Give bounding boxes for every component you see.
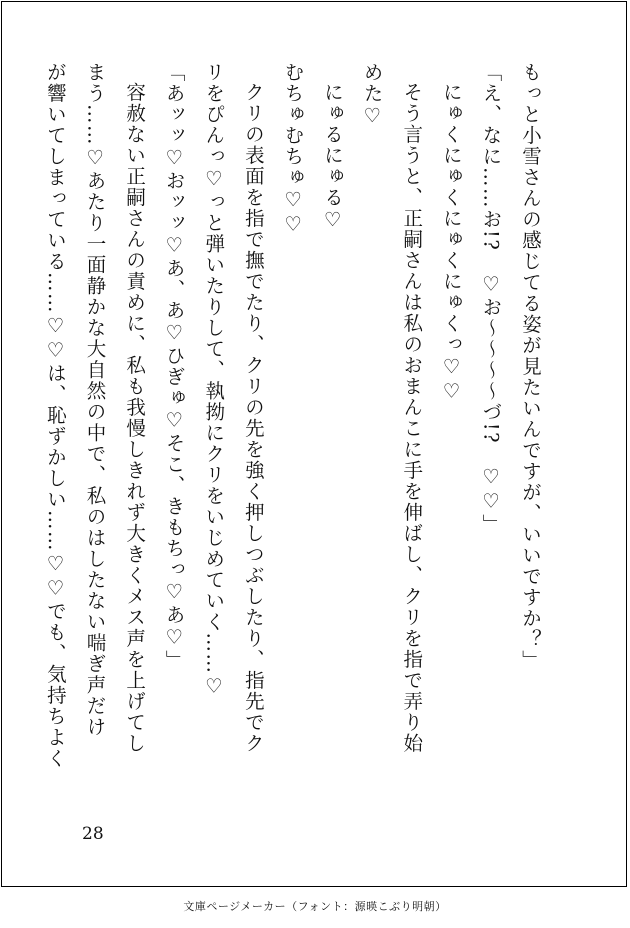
vertical-text-body [43,62,550,802]
text-line-10: 「あッッ♡おッッ♡あ、あ♡ひぎゅ♡そこ、きもちっ♡あ♡」 [162,62,186,671]
text-line-4: そう言うと、正嗣さんは私のおまんこに手を伸ばし、クリを指で弄り始 [400,81,424,754]
text-line-6: にゅるにゅる♡ [321,81,345,232]
text-line-9: リをぴんっ♡っと弾いたりして、執拗にクリをいじめていく……♡ [202,62,226,699]
footer-credit: 文庫ページメーカー（フォント：源暎こぶり明朝） [183,900,447,913]
text-line-3: にゅくにゅくにゅくにゅくっ♡♡ [439,81,463,404]
text-line-11: 容赦ない正嗣さんの責めに、私も我慢しきれず大きくメス声を上げてし [123,81,147,754]
text-line-13: が響いてしまっている……♡♡は、恥ずかしい……♡♡でも、気持ちよく [43,62,67,769]
text-line-7: むちゅむちゅ♡♡ [281,62,305,237]
page-number: 28 [82,824,104,844]
text-line-12: まう……♡あたり一面静かな大自然の中で、私のはしたない喘ぎ声だけ [83,62,107,738]
text-line-8: クリの表面を指で撫でたり、クリの先を強く押しつぶしたり、指先でク [241,81,265,754]
text-line-2: 「え、なに……お!? ♡お〜〜〜〜づ!? ♡♡」 [479,62,503,536]
page-frame [1,1,627,887]
text-line-1: もっと小雪さんの感じてる姿が見たいんですが、いいですか？」 [519,62,542,671]
text-line-5: めた♡ [360,62,384,129]
